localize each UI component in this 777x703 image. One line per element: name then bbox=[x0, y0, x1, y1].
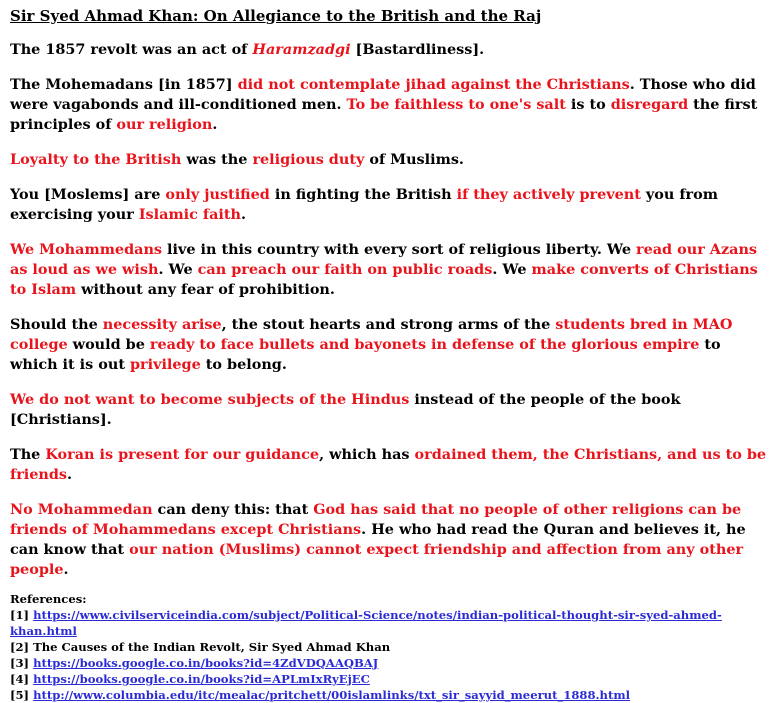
highlighted-text: No Mohammedan bbox=[10, 501, 153, 518]
highlighted-text: did not contemplate jihad against the Christians bbox=[237, 76, 630, 93]
text-run: [Bastardliness]. bbox=[350, 41, 485, 58]
highlighted-text: Islamic faith bbox=[138, 206, 242, 223]
text-run: the first principles of bbox=[10, 96, 758, 133]
reference-link[interactable]: https://books.google.co.in/books?id=4ZdVDQAAQBAJ bbox=[33, 656, 379, 670]
text-run: The Mohemadans [in 1857] bbox=[10, 76, 238, 93]
paragraph-5 bbox=[10, 240, 767, 300]
reference-number: [4] bbox=[10, 672, 34, 686]
text-run: would be bbox=[67, 336, 150, 353]
highlighted-text: our religion bbox=[116, 116, 213, 133]
reference-item bbox=[10, 687, 767, 703]
text-run: is to bbox=[565, 96, 611, 113]
text-run: Should the bbox=[10, 316, 103, 333]
text-run: instead of the people of the book [Christians]. bbox=[10, 391, 681, 428]
highlighted-text: ready to face bullets and bayonets in defense of the glorious empire bbox=[149, 336, 700, 353]
text-run: , which has bbox=[319, 446, 415, 463]
highlighted-text: To be faithless to one's salt bbox=[346, 96, 566, 113]
reference-link[interactable]: https://books.google.co.in/books?id=APLmIxRyEjEC bbox=[33, 672, 370, 686]
paragraph-8 bbox=[10, 445, 767, 485]
references-list bbox=[10, 607, 767, 703]
text-run: The 1857 revolt was an act of bbox=[10, 41, 253, 58]
highlighted-text: Koran is present for our guidance bbox=[45, 446, 320, 463]
reference-number: [1] bbox=[10, 608, 34, 622]
highlighted-text: God has said that no people of other religions can be friends of Mohammedans except Christians bbox=[10, 501, 742, 538]
reference-number: [3] bbox=[10, 656, 34, 670]
text-run: can deny this: that bbox=[152, 501, 314, 518]
text-run: in fighting the British bbox=[269, 186, 457, 203]
text-run: . He who had read the Quran and believes it, he can know that bbox=[10, 521, 746, 558]
highlighted-text: if they actively prevent bbox=[456, 186, 641, 203]
paragraph-4 bbox=[10, 185, 767, 225]
references-section bbox=[10, 591, 767, 703]
text-run: . We bbox=[158, 261, 198, 278]
text-run: You [Moslems] are bbox=[10, 186, 166, 203]
text-run: you from exercising your bbox=[10, 186, 718, 223]
text-run: live in this country with every sort of religious liberty. We bbox=[162, 241, 636, 258]
paragraph-1 bbox=[10, 40, 767, 60]
references-heading: References: bbox=[10, 592, 87, 606]
reference-number: [2] bbox=[10, 640, 34, 654]
highlighted-text: students bred in MAO college bbox=[10, 316, 733, 353]
text-run: . bbox=[212, 116, 218, 133]
highlighted-text: privilege bbox=[129, 356, 201, 373]
text-run: without any fear of prohibition. bbox=[76, 281, 335, 298]
document-title: Sir Syed Ahmad Khan: On Allegiance to the British and the Raj bbox=[10, 7, 542, 25]
text-run: was the bbox=[181, 151, 253, 168]
highlighted-text: ordained them, the Christians, and us to be friends bbox=[10, 446, 767, 483]
text-run: to belong. bbox=[200, 356, 287, 373]
text-run: , the stout hearts and strong arms of the bbox=[221, 316, 556, 333]
text-run: . bbox=[241, 206, 247, 223]
text-run: . bbox=[63, 561, 69, 578]
paragraph-3 bbox=[10, 150, 767, 170]
highlighted-text: necessity arise bbox=[102, 316, 222, 333]
highlighted-text: our nation (Muslims) cannot expect friendship and affection from any other people bbox=[10, 541, 744, 578]
reference-text: The Causes of the Indian Revolt, Sir Syed Ahmad Khan bbox=[33, 640, 391, 654]
reference-item bbox=[10, 607, 767, 623]
text-run: to which it is out bbox=[10, 336, 721, 373]
paragraph-6 bbox=[10, 315, 767, 375]
body-text bbox=[10, 40, 767, 580]
highlighted-text: religious duty bbox=[252, 151, 365, 168]
reference-item bbox=[10, 671, 767, 687]
reference-item bbox=[10, 639, 767, 655]
highlighted-text: Loyalty to the British bbox=[10, 151, 182, 168]
reference-item-continuation bbox=[10, 623, 767, 639]
text-run: . bbox=[67, 466, 73, 483]
text-run: . We bbox=[492, 261, 532, 278]
highlighted-text: can preach our faith on public roads bbox=[197, 261, 493, 278]
highlighted-text: make converts of Christians to Islam bbox=[10, 261, 758, 298]
paragraph-2 bbox=[10, 75, 767, 135]
reference-link[interactable]: http://www.columbia.edu/itc/mealac/pritchett/00islamlinks/txt_sir_sayyid_meerut_1888.html bbox=[33, 688, 631, 702]
reference-link[interactable]: https://www.civilserviceindia.com/subject/Political-Science/notes/indian-political-thought-sir-syed-ahmed- bbox=[33, 608, 722, 622]
paragraph-7 bbox=[10, 390, 767, 430]
paragraph-9 bbox=[10, 500, 767, 580]
highlighted-text: disregard bbox=[610, 96, 689, 113]
highlighted-text: read our Azans as loud as we wish bbox=[10, 241, 758, 278]
text-run: . Those who did were vagabonds and ill-conditioned men. bbox=[10, 76, 756, 113]
highlighted-text: We do not want to become subjects of the Hindus bbox=[10, 391, 410, 408]
highlighted-text: We Mohammedans bbox=[10, 241, 163, 258]
highlighted-text: Haramzadgi bbox=[252, 41, 351, 58]
text-run: The bbox=[10, 446, 46, 463]
text-run: of Muslims. bbox=[364, 151, 464, 168]
reference-number: [5] bbox=[10, 688, 34, 702]
highlighted-text: only justified bbox=[165, 186, 270, 203]
reference-link[interactable]: khan.html bbox=[10, 624, 77, 638]
